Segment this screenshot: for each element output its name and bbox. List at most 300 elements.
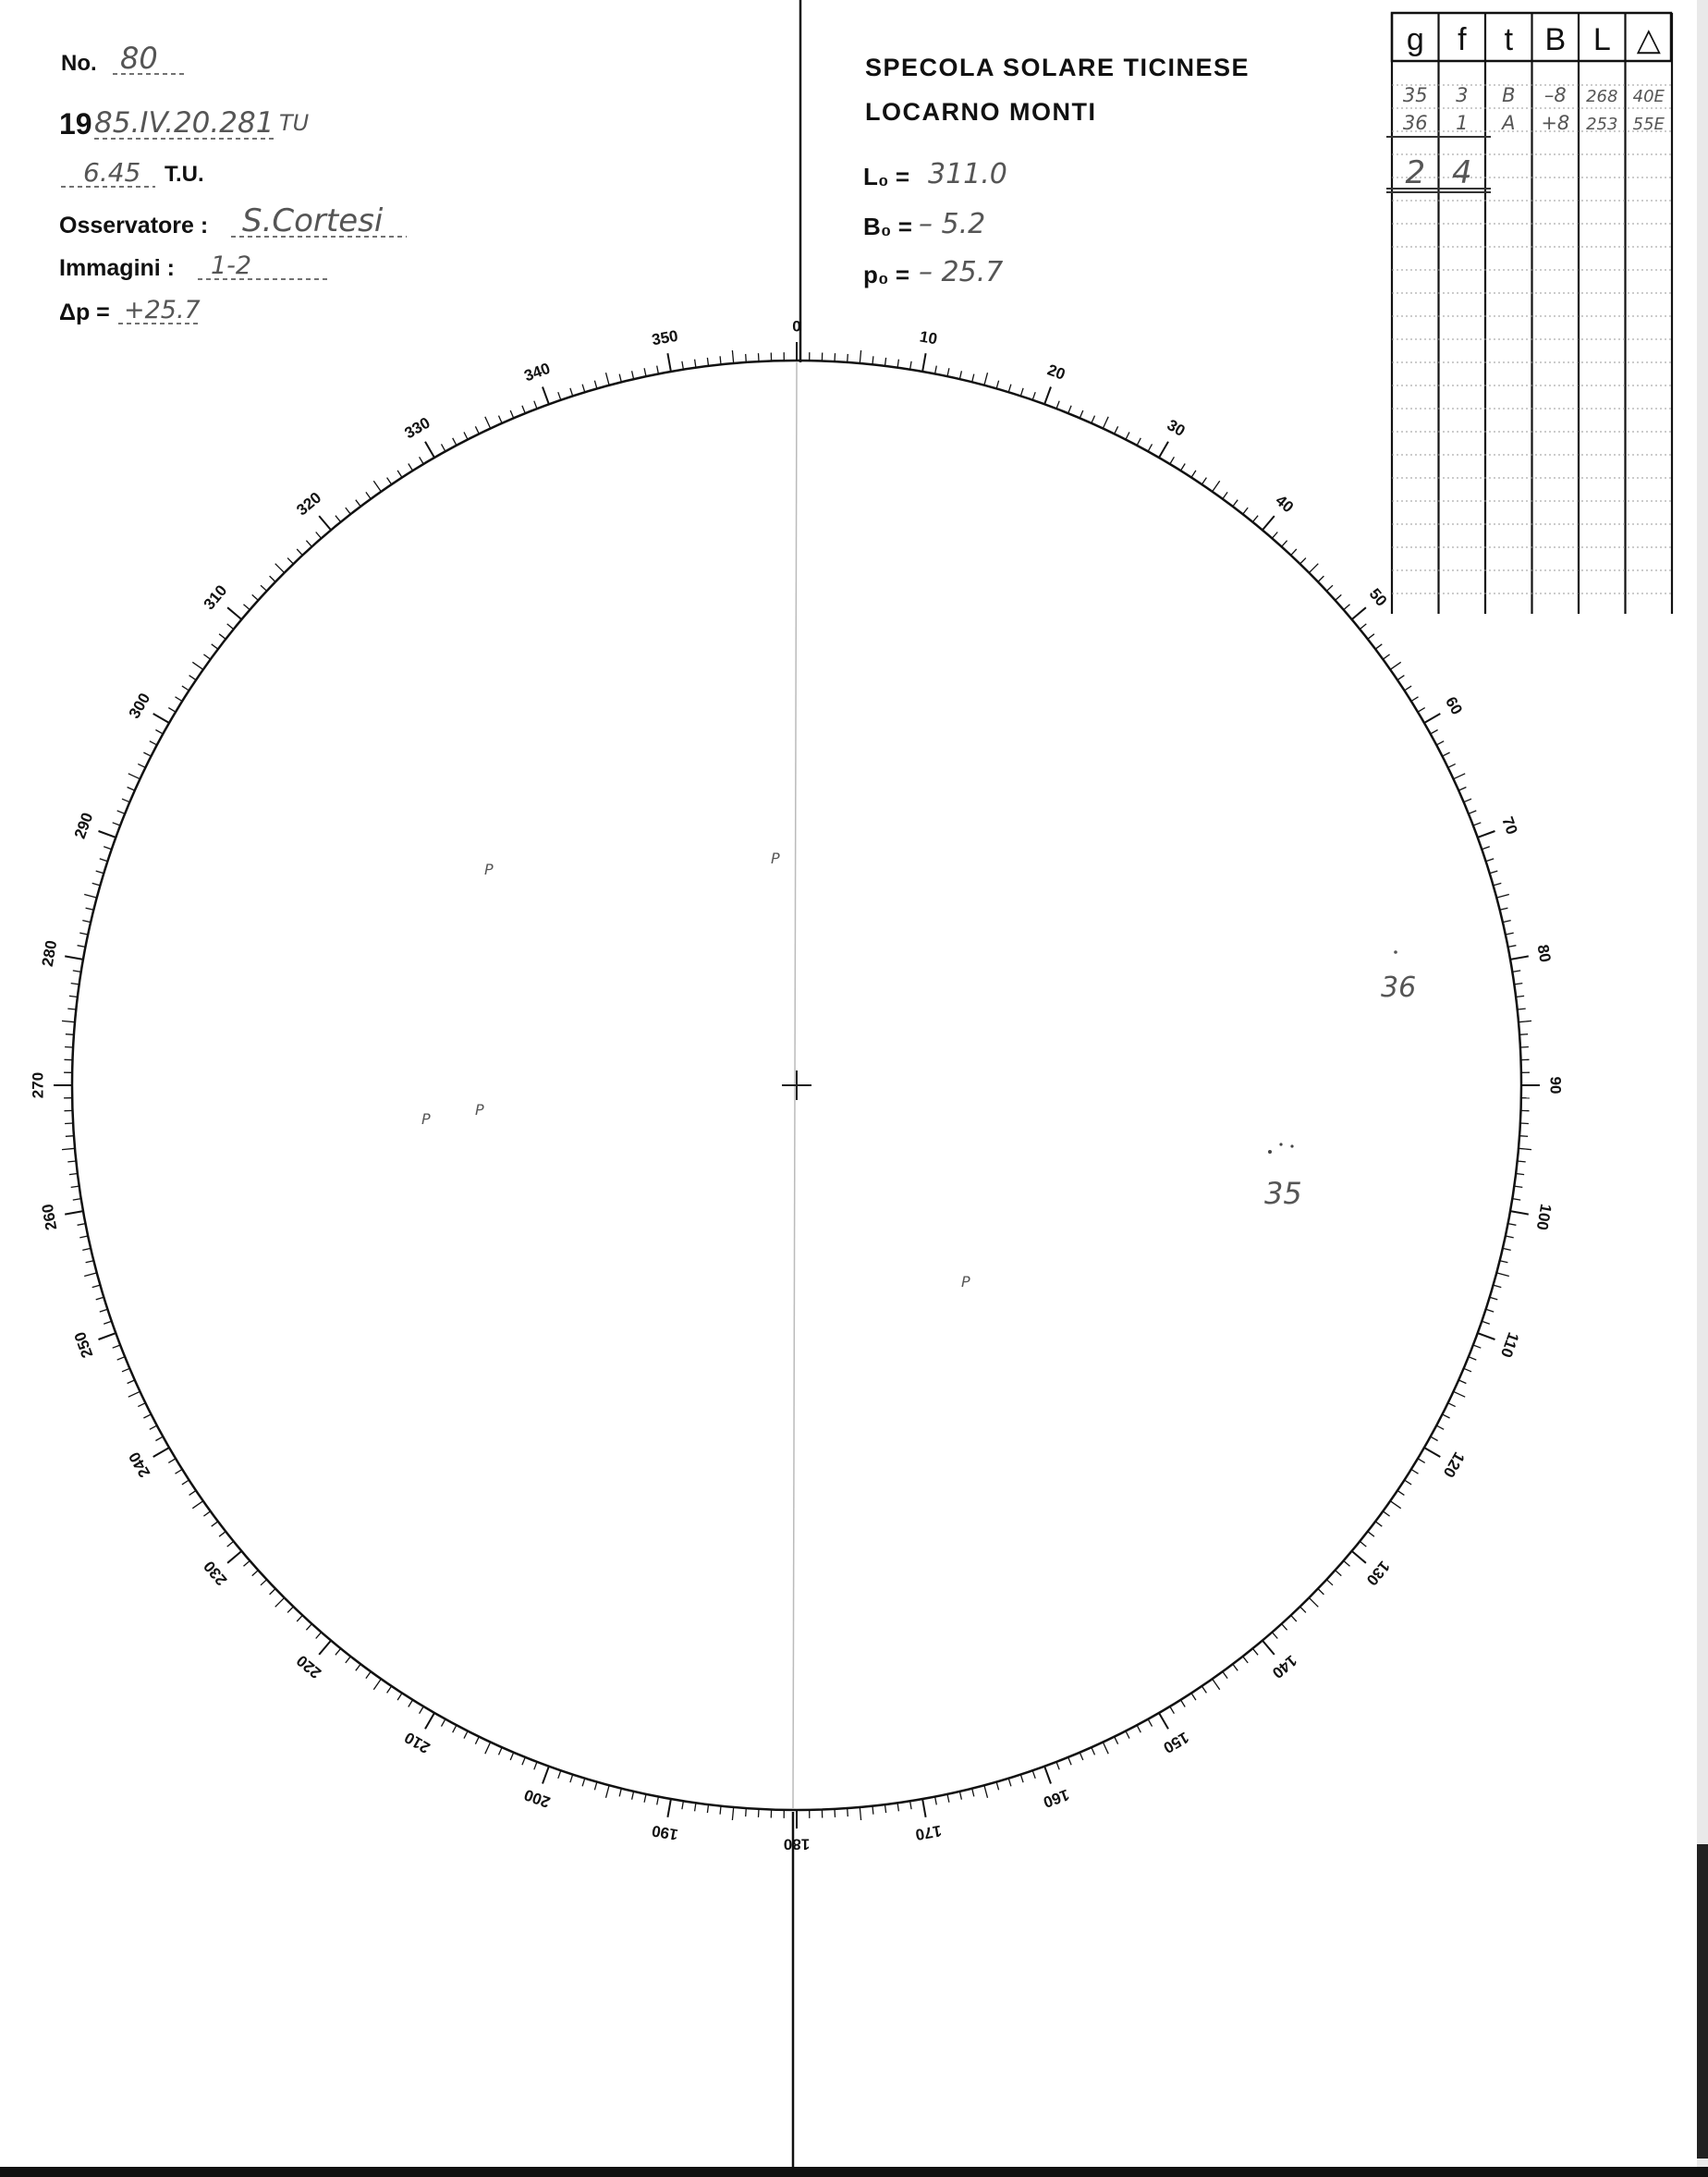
degree-tick [594,381,597,389]
degree-tick [316,1633,322,1639]
degree-label: 330 [401,413,433,443]
degree-tick [1397,1490,1404,1495]
degree-tick [1181,1700,1186,1707]
degree-tick [306,541,311,547]
degree-tick [1486,859,1494,862]
degree-tick [499,416,503,423]
degree-tick [1520,1123,1529,1124]
degree-tick [922,353,926,372]
degree-tick [464,432,468,439]
degree-tick [695,360,696,368]
degree-tick [1223,1671,1227,1678]
degree-tick [1233,1664,1238,1670]
degree-tick [1424,714,1440,723]
degree-tick [1282,541,1287,547]
degree-tick [1424,1448,1440,1457]
degree-tick [287,1607,293,1612]
degree-tick [1352,1551,1366,1563]
degree-tick [1191,1694,1196,1701]
degree-tick [113,1345,120,1348]
degree-tick [387,478,392,484]
degree-tick [1448,1403,1456,1407]
degree-tick [1115,1737,1118,1744]
degree-tick [150,741,157,745]
degree-tick [92,883,101,886]
degree-tick [959,1792,961,1800]
degree-tick [219,634,226,640]
degree-tick [155,1437,163,1440]
degree-tick [1508,946,1517,948]
delta-p-label: Δp = [59,300,110,325]
degree-tick [475,426,479,434]
degree-label: 190 [650,1821,680,1844]
degree-tick [732,1807,733,1820]
degree-tick [143,752,151,756]
degree-tick [910,361,912,370]
degree-tick [1252,1648,1258,1655]
degree-tick [1490,871,1498,874]
degree-tick [100,1309,108,1312]
degree-tick [356,1664,360,1670]
sunspot-table [1386,13,1672,614]
degree-tick [1092,1747,1095,1755]
degree-label: 180 [783,1835,811,1853]
degree-tick [192,1501,203,1509]
degree-tick [1080,410,1083,418]
degree-tick [835,1809,836,1817]
degree-tick [1503,921,1511,923]
images-label: Immagini : [59,255,176,281]
degree-tick [510,1753,514,1760]
degree-tick [366,1671,371,1678]
degree-label: 40 [1272,491,1298,517]
degree-tick [1326,585,1333,591]
degree-tick [1454,774,1466,779]
degree-tick [397,1694,402,1701]
degree-tick [1405,1480,1412,1485]
degree-tick [425,442,434,458]
degree-tick [117,1357,125,1360]
degree-tick [252,594,259,600]
degree-tick [1170,457,1175,464]
degree-label: 310 [200,581,231,614]
degree-tick [1243,508,1249,514]
degree-tick [1282,1624,1287,1631]
degree-tick [1469,1357,1476,1360]
degree-label: 220 [293,1651,325,1682]
degree-label: 10 [918,327,939,349]
degree-tick [632,371,634,379]
table-header-cell: L [1592,22,1611,57]
degree-tick [150,1425,157,1429]
b0-label: B₀ = [863,213,912,240]
degree-tick [270,576,275,581]
degree-tick [1068,1757,1071,1765]
degree-tick [203,654,210,659]
degree-label: 270 [29,1071,47,1099]
degree-tick [287,558,293,564]
degree-tick [1020,1775,1023,1783]
degree-tick [1291,549,1297,556]
degree-tick [1352,607,1366,619]
degree-tick [82,921,91,923]
degree-tick [1126,1731,1129,1739]
degree-tick [1405,686,1412,691]
degree-tick [1263,516,1275,530]
solar-disk [29,317,1564,1853]
degree-tick [1512,971,1520,972]
degree-tick [1318,1589,1324,1595]
degree-tick [1443,752,1450,756]
degree-tick [128,774,140,779]
degree-tick [227,624,234,630]
degree-tick [1464,1368,1471,1372]
degree-tick [212,644,218,649]
degree-tick [1336,594,1342,600]
degree-tick [346,508,351,514]
institution-line1: SPECOLA SOLARE TICINESE [865,54,1250,81]
degree-tick [984,373,988,385]
table-total-cell: 2 [1405,154,1426,191]
degree-tick [66,1034,74,1035]
degree-label: 90 [1546,1076,1565,1095]
degree-tick [1336,1571,1342,1576]
degree-tick [168,708,176,713]
degree-tick [182,1480,189,1485]
degree-tick [128,1391,140,1397]
degree-tick [534,1762,537,1769]
facula-mark: P [484,861,494,878]
degree-tick [1291,1615,1297,1621]
degree-tick [1368,634,1374,640]
degree-tick [442,1719,445,1727]
table-header-cell: t [1504,22,1514,57]
degree-tick [1510,956,1529,960]
degree-tick [582,385,585,393]
degree-tick [1103,417,1108,429]
degree-tick [935,366,937,374]
degree-tick [227,1541,234,1547]
degree-tick [182,686,189,691]
degree-tick [1148,444,1152,451]
degree-label: 160 [1041,1785,1072,1812]
degree-tick [227,607,241,619]
degree-tick [1397,676,1404,680]
degree-tick [1360,624,1366,630]
p0-label: p₀ = [863,261,910,288]
table-header-cell: f [1458,22,1467,57]
degree-tick [1375,644,1382,649]
degree-tick [203,1511,210,1516]
facula-mark: P [771,850,780,867]
degree-tick [1115,426,1118,434]
degree-label: 60 [1442,693,1466,718]
degree-tick [79,1236,88,1238]
degree-label: 340 [521,359,553,385]
degree-tick [1326,1580,1333,1585]
degree-tick [972,374,974,383]
degree-tick [1473,823,1481,826]
degree-tick [82,1248,91,1250]
degree-tick [244,605,250,610]
number-value: 80 [120,41,158,76]
degree-tick [1383,1511,1389,1516]
degree-tick [306,1624,311,1631]
degree-tick [420,1706,424,1714]
degree-tick [475,1737,479,1744]
table-cell: A [1502,112,1516,134]
degree-tick [297,549,302,556]
degree-tick [79,933,88,935]
degree-tick [128,1380,135,1384]
degree-tick [1500,1261,1508,1263]
degree-tick [244,1560,250,1566]
degree-tick [1486,1309,1494,1312]
degree-tick [1516,1174,1524,1175]
degree-tick [1431,730,1438,734]
degree-tick [453,1725,457,1732]
degree-tick [261,1580,267,1585]
degree-tick [1516,996,1524,997]
degree-tick [1181,464,1186,471]
degree-tick [1213,481,1220,492]
degree-tick [192,662,203,669]
degree-tick [947,1794,949,1803]
degree-tick [1411,1470,1419,1474]
degree-tick [176,1470,183,1474]
degree-tick [1496,1273,1509,1277]
degree-tick [138,764,145,767]
degree-tick [1368,1532,1374,1537]
degree-tick [1344,605,1350,610]
degree-tick [1496,895,1509,899]
degree-tick [100,859,108,862]
degree-tick [189,676,196,680]
degree-tick [319,516,331,530]
delta-p-value: +25.7 [124,296,201,324]
degree-tick [1390,1501,1401,1509]
degree-tick [1103,1743,1108,1755]
degree-tick [78,1224,86,1226]
spot-35a [1268,1150,1272,1154]
degree-tick [707,358,708,366]
degree-tick [319,1641,331,1655]
date-suffix: TU [279,110,310,136]
degree-tick [86,1261,94,1263]
degree-tick [1202,478,1206,484]
degree-tick [99,1333,116,1339]
degree-label: 210 [401,1728,433,1757]
degree-tick [1032,1770,1035,1779]
degree-tick [644,1794,646,1803]
degree-label: 290 [70,810,97,841]
degree-label: 170 [913,1821,944,1844]
degree-tick [522,406,525,413]
table-cell: 1 [1456,112,1469,134]
degree-tick [534,401,537,409]
degree-tick [1159,1713,1168,1729]
degree-tick [1044,387,1051,405]
degree-label: 50 [1365,584,1391,610]
degree-tick [425,1713,434,1729]
degree-tick [1519,1136,1528,1137]
degree-tick [1478,1333,1495,1339]
degree-tick [522,1757,525,1765]
degree-tick [117,811,125,813]
degree-label: 30 [1164,416,1189,440]
degree-tick [122,799,129,802]
degree-tick [1360,1541,1366,1547]
degree-tick [373,481,381,492]
degree-tick [128,788,135,791]
degree-label: 120 [1439,1449,1469,1481]
degree-label: 230 [200,1557,231,1589]
scan-edge-shadow [1697,1844,1708,2159]
degree-tick [168,1459,176,1463]
degree-tick [558,392,561,400]
degree-label: 20 [1044,361,1068,384]
degree-tick [122,1368,129,1372]
degree-tick [746,1808,747,1816]
degree-tick [1473,1345,1481,1348]
degree-tick [959,371,961,379]
degree-tick [570,1775,573,1783]
degree-label: 150 [1160,1728,1192,1757]
degree-tick [336,1648,341,1655]
degree-tick [1514,1186,1522,1187]
table-cell: +8 [1541,112,1570,134]
degree-tick [1056,1762,1059,1769]
table-cell: 268 [1586,87,1618,106]
degree-tick [972,1789,974,1797]
p0-value: – 25.7 [919,256,1004,288]
scan-edge-right [1697,0,1708,2177]
degree-tick [1263,1641,1275,1655]
table-header-cell: B [1544,22,1567,57]
degree-label: 70 [1498,814,1521,838]
degree-tick [71,984,79,985]
degree-tick [707,1804,708,1813]
degree-tick [1170,1706,1175,1714]
degree-tick [606,1785,610,1798]
degree-tick [485,1743,491,1755]
degree-tick [99,831,116,838]
degree-tick [1080,1753,1083,1760]
degree-label: 0 [792,317,801,336]
group-label-35: 35 [1264,1176,1302,1211]
table-cell: 36 [1402,112,1428,134]
degree-tick [104,847,112,850]
degree-tick [720,356,721,364]
degree-tick [409,464,413,471]
degree-tick [1436,741,1444,745]
group-label-36: 36 [1381,972,1417,1004]
degree-tick [558,1770,561,1779]
table-cell: 253 [1586,115,1618,134]
degree-tick [387,1686,392,1693]
degree-tick [1390,662,1401,669]
degree-tick [1482,847,1490,850]
degree-tick [1243,1657,1249,1663]
facula-mark: P [421,1110,431,1128]
observations [421,850,1416,1290]
degree-tick [138,1403,145,1407]
degree-tick [543,1767,549,1784]
degree-tick [1490,1297,1498,1300]
degree-tick [1032,392,1035,400]
degree-tick [657,366,659,374]
institution-line2: LOCARNO MONTI [865,98,1097,126]
degree-tick [1500,908,1508,910]
degree-tick [1436,1425,1444,1429]
degree-tick [1300,558,1306,564]
degree-tick [336,516,341,522]
degree-tick [594,1782,597,1791]
number-label: No. [61,51,97,76]
degree-tick [397,471,402,478]
degree-tick [1503,1248,1511,1250]
date-prefix: 19 [59,107,92,141]
images-value: 1-2 [211,251,252,280]
degree-tick [67,1161,76,1162]
degree-tick [69,1174,78,1175]
degree-label: 300 [125,690,154,722]
degree-tick [275,564,285,573]
scan-edge-bottom [0,2167,1708,2177]
degree-tick [1148,1719,1152,1727]
degree-tick [732,350,733,363]
table-total-cell: 4 [1451,154,1472,191]
degree-tick [885,358,886,366]
time-unit: T.U. [165,162,204,187]
degree-tick [632,1792,634,1800]
degree-tick [62,1148,75,1149]
degree-tick [644,368,646,376]
degree-tick [153,714,169,723]
degree-tick [65,956,83,960]
date-value: 85.IV.20.281 [94,106,274,140]
degree-tick [176,697,183,702]
degree-tick [1191,471,1196,478]
degree-tick [1458,788,1466,791]
degree-tick [1056,401,1059,409]
table-cell: 40E [1632,87,1665,106]
degree-tick [510,410,514,418]
degree-tick [570,388,573,397]
degree-tick [275,1597,285,1607]
facula-mark: P [961,1273,970,1290]
degree-tick [1020,388,1023,397]
degree-tick [996,1782,999,1791]
degree-tick [695,1803,696,1811]
degree-tick [1478,831,1495,838]
degree-tick [910,1801,912,1809]
degree-tick [219,1532,226,1537]
degree-tick [261,585,267,591]
degree-tick [78,946,86,948]
degree-tick [1458,1380,1466,1384]
degree-tick [885,1804,886,1813]
degree-tick [316,532,322,539]
degree-tick [1411,697,1419,702]
degree-tick [1300,1607,1306,1612]
degree-label: 260 [38,1202,61,1232]
degree-tick [1213,1679,1220,1690]
degree-label: 350 [650,326,680,349]
degree-tick [935,1797,937,1805]
degree-tick [1494,1285,1502,1288]
degree-tick [984,1785,988,1798]
